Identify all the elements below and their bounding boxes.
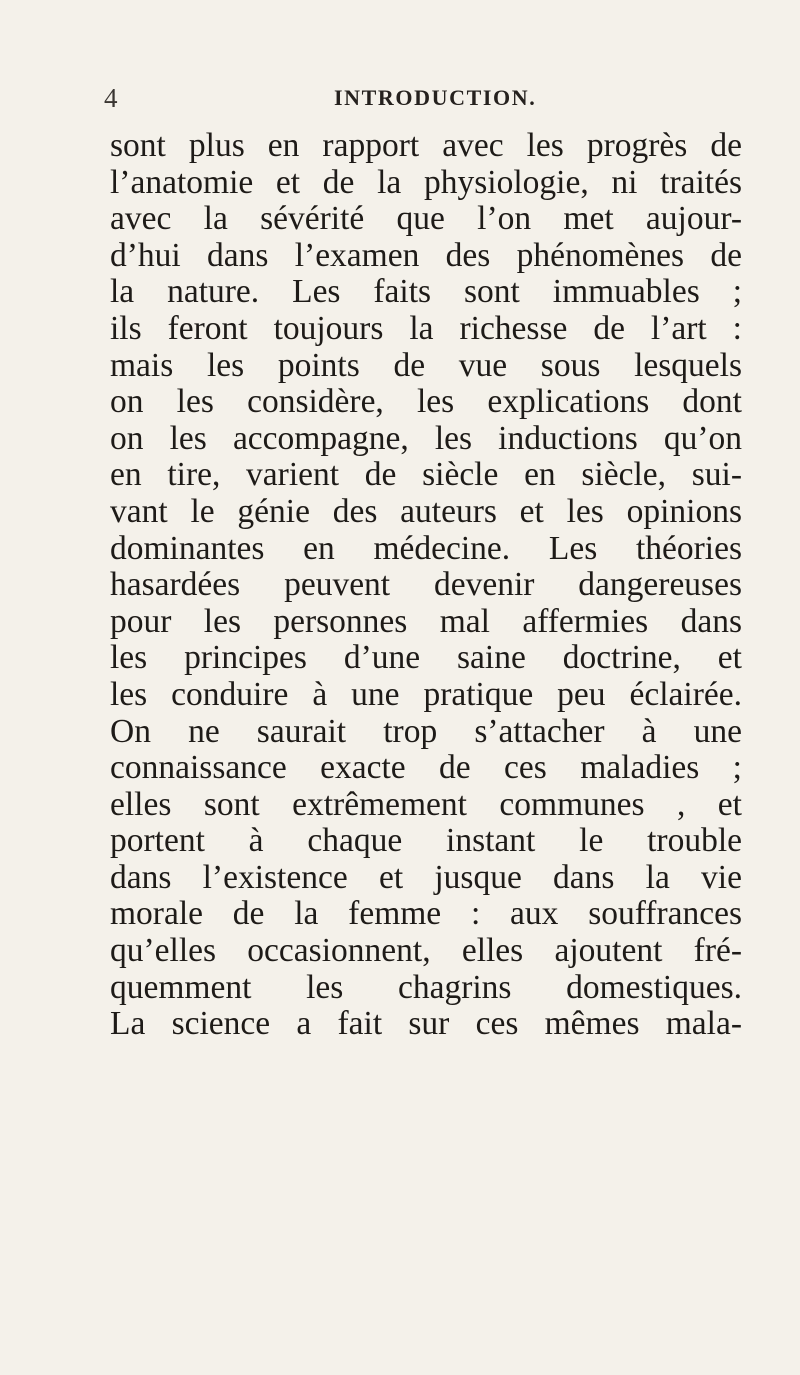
text-line: vant le génie des auteurs et les opinions <box>110 492 742 530</box>
text-line: quemment les chagrins domestiques. <box>110 968 742 1006</box>
text-line: en tire, varient de siècle en siècle, sui- <box>110 456 742 494</box>
text-line: dans l’existence et jusque dans la vie <box>110 858 742 896</box>
text-line: qu’elles occasionnent, elles ajoutent fré- <box>110 932 742 970</box>
text-line: elles sont extrêmement communes , et <box>110 785 742 823</box>
text-line: pour les personnes mal affermies dans <box>110 602 742 640</box>
text-line: hasardées peuvent devenir dangereuses <box>110 566 742 604</box>
text-line: dominantes en médecine. Les théories <box>110 529 742 567</box>
text-line: on les considère, les explications dont <box>110 383 742 421</box>
page-header <box>0 78 800 118</box>
text-line: ils feront toujours la richesse de l’art : <box>110 309 742 347</box>
page-number: 4 <box>104 83 118 113</box>
text-line: mais les points de vue sous lesquels <box>110 346 742 384</box>
text-line: connaissance exacte de ces maladies ; <box>110 749 742 787</box>
text-line: morale de la femme : aux souffrances <box>110 895 742 933</box>
text-line: l’anatomie et de la physiologie, ni traités <box>110 163 742 201</box>
text-line: les conduire à une pratique peu éclairée. <box>110 675 742 713</box>
text-line: d’hui dans l’examen des phénomènes de <box>110 236 742 274</box>
text-line: les principes d’une saine doctrine, et <box>110 639 742 677</box>
text-line: sont plus en rapport avec les progrès de <box>110 127 742 164</box>
body-text <box>110 128 742 1043</box>
running-head: INTRODUCTION. <box>334 85 537 110</box>
text-line: la nature. Les faits sont immuables ; <box>110 273 742 311</box>
text-line: On ne saurait trop s’attacher à une <box>110 712 742 750</box>
text-line: portent à chaque instant le trouble <box>110 822 742 860</box>
text-line: on les accompagne, les inductions qu’on <box>110 419 742 457</box>
text-line: avec la sévérité que l’on met aujour- <box>110 200 742 238</box>
text-line: La science a fait sur ces mêmes mala- <box>110 1005 742 1043</box>
